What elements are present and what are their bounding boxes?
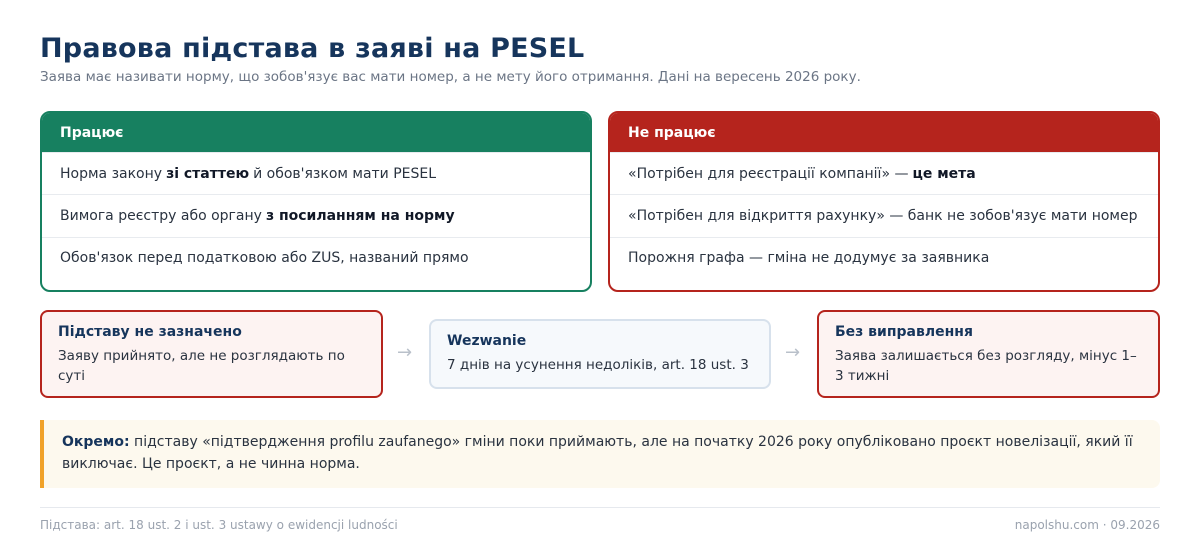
works-heading: Працює (42, 113, 590, 152)
works-row (42, 237, 590, 279)
fails-row-emphasis: це мета (912, 165, 976, 182)
flow-step-title: Без виправлення (835, 324, 973, 340)
arrow-right-icon: → (785, 342, 801, 363)
flow-step-text: Заява залишається без розгляду, мінус 1–3 тижні (835, 348, 1137, 384)
fails-row-text: «Потрібен для відкриття рахунку» — банк не зобов'язує мати номер (628, 207, 1138, 224)
works-row (42, 194, 590, 236)
works-row-text-after: й обов'язком мати PESEL (253, 165, 437, 182)
fails-row (610, 237, 1158, 279)
works-row-emphasis: зі статтею (166, 165, 250, 182)
arrow-right-icon: → (397, 342, 413, 363)
page-title: Правова підстава в заяві на PESEL (40, 33, 585, 64)
footer-source: Підстава: art. 18 ust. 2 i ust. 3 ustawy o ewidencji ludności (40, 518, 398, 532)
flow-step-no-correction (817, 310, 1160, 398)
flow-step-title: Підставу не зазначено (58, 324, 242, 340)
note-text: підставу «підтвердження profilu zaufanego» гміни поки приймають, але на початку 2026 року опубліковано проєкт новелізації, який її виключає. Це проєкт, а не чинна норма. (62, 434, 1133, 472)
flow-step-wezwanie (429, 319, 771, 389)
note-label: Окремо: (62, 434, 130, 450)
flow-step-text: 7 днів на усунення недоліків, art. 18 ust. 3 (447, 357, 749, 373)
works-row-text: Обов'язок перед податковою або ZUS, названий прямо (60, 250, 469, 267)
footer-site: napolshu.com · 09.2026 (1014, 518, 1160, 532)
fails-panel (608, 111, 1160, 292)
works-panel (40, 111, 592, 292)
fails-row (610, 194, 1158, 236)
page-subtitle: Заява має називати норму, що зобов'язує вас мати номер, а не мету його отримання. Дані на вересень 2026 року. (40, 69, 861, 85)
works-row-text: Вимога реєстру або органу (60, 207, 262, 224)
fails-row (610, 152, 1158, 194)
fails-row-text: «Потрібен для реєстрації компанії» — (628, 165, 909, 182)
fails-row-text: Порожня графа — гміна не додумує за заявника (628, 250, 990, 267)
note-callout (40, 420, 1160, 488)
flow-step-no-basis (40, 310, 383, 398)
fails-heading: Не працює (610, 113, 1158, 152)
flow-step-title: Wezwanie (447, 333, 527, 349)
works-row-emphasis: з посиланням на норму (265, 207, 455, 224)
works-row-text: Норма закону (60, 165, 163, 182)
flow-step-text: Заяву прийнято, але не розглядають по суті (58, 348, 345, 384)
works-row (42, 152, 590, 194)
footer-divider (40, 507, 1160, 508)
